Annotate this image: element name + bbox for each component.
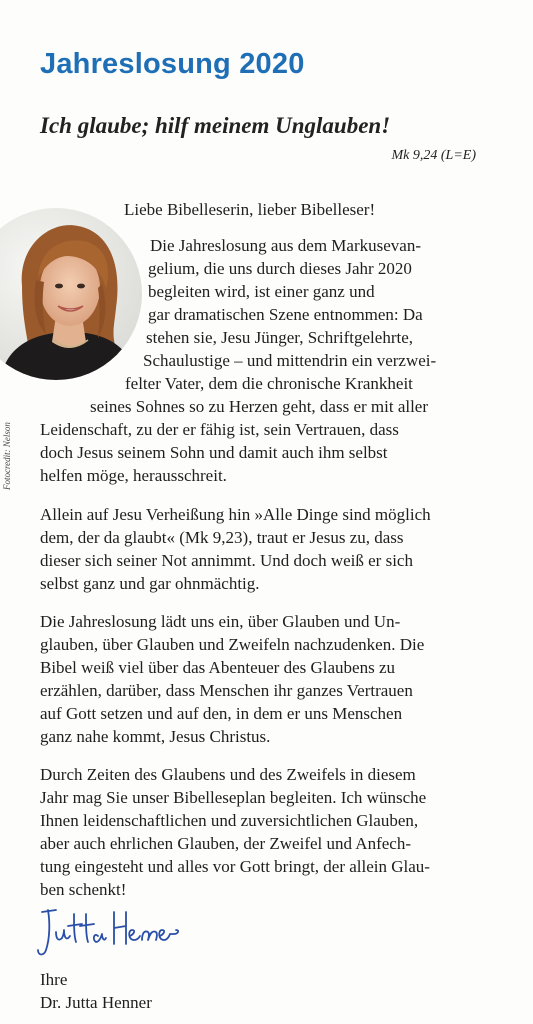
page-title: Jahreslosung 2020 — [40, 48, 305, 80]
paragraph-1-line: Schaulustige – und mittendrin ein verzwei- — [143, 351, 437, 370]
closing-line: Ihre — [40, 970, 68, 989]
paragraph-3-line: erzählen, darüber, dass Menschen ihr ganzes Vertrauen — [40, 681, 413, 700]
paragraph-2-line: Allein auf Jesu Verheißung hin »Alle Dinge sind möglich — [40, 505, 431, 524]
photo-credit: Fotocredit: Nelson — [2, 422, 12, 490]
salutation: Liebe Bibelleserin, lieber Bibelleser! — [124, 200, 376, 219]
paragraph-4-line: Ihnen leidenschaftlichen und zuversichtlichen Glauben, — [40, 811, 419, 830]
paragraph-1-line: Leidenschaft, zu der er fähig ist, sein Vertrauen, dass — [40, 420, 399, 439]
paragraph-1-line: gar dramatischen Szene entnommen: Da — [148, 305, 423, 324]
paragraph-2-line: dieser sich seiner Not annimmt. Und doch weiß er sich — [40, 551, 413, 570]
paragraph-1-line: seines Sohnes so zu Herzen geht, dass er mit aller — [90, 397, 429, 416]
paragraph-1-line: helfen möge, herausschreit. — [40, 466, 227, 485]
paragraph-2-line: dem, der da glaubt« (Mk 9,23), traut er Jesus zu, dass — [40, 528, 404, 547]
paragraph-1-line: stehen sie, Jesu Jünger, Schriftgelehrte, — [146, 328, 413, 347]
paragraph-3-line: auf Gott setzen und auf den, in dem er uns Menschen — [40, 704, 403, 723]
paragraph-4-line: aber auch ehrlichen Glauben, der Zweifel und Anfech- — [40, 834, 411, 853]
paragraph-3-line: ganz nahe kommt, Jesus Christus. — [40, 727, 271, 746]
paragraph-2-line: selbst ganz und gar ohnmächtig. — [40, 574, 260, 593]
author-name: Dr. Jutta Henner — [40, 993, 152, 1012]
verse-reference: Mk 9,24 (L=E) — [391, 148, 476, 163]
paragraph-1-line: felter Vater, dem die chronische Krankheit — [125, 374, 413, 393]
paragraph-3-line: Die Jahreslosung lädt uns ein, über Glauben und Un- — [40, 612, 401, 631]
author-photo — [0, 208, 142, 380]
paragraph-4-line: Durch Zeiten des Glaubens und des Zweifels in diesem — [40, 765, 416, 784]
paragraph-1-line: gelium, die uns durch dieses Jahr 2020 — [148, 259, 412, 278]
paragraph-4-line: tung eingesteht und alles vor Gott bringt, der allein Glau- — [40, 857, 430, 876]
paragraph-4-line: ben schenkt! — [40, 880, 127, 899]
verse-quote: Ich glaube; hilf meinem Unglauben! — [40, 113, 391, 138]
handwritten-signature — [34, 904, 184, 960]
paragraph-3-line: Bibel weiß viel über das Abenteuer des Glaubens zu — [40, 658, 396, 677]
paragraph-3-line: glauben, über Glauben und Zweifeln nachzudenken. Die — [40, 635, 425, 654]
paragraph-1-line: begleiten wird, ist einer ganz und — [148, 282, 375, 301]
paragraph-4-line: Jahr mag Sie unser Bibelleseplan begleiten. Ich wünsche — [40, 788, 427, 807]
paragraph-1-line: doch Jesus seinem Sohn und damit auch ihm selbst — [40, 443, 388, 462]
paragraph-1-line: Die Jahreslosung aus dem Markusevan- — [150, 236, 421, 255]
